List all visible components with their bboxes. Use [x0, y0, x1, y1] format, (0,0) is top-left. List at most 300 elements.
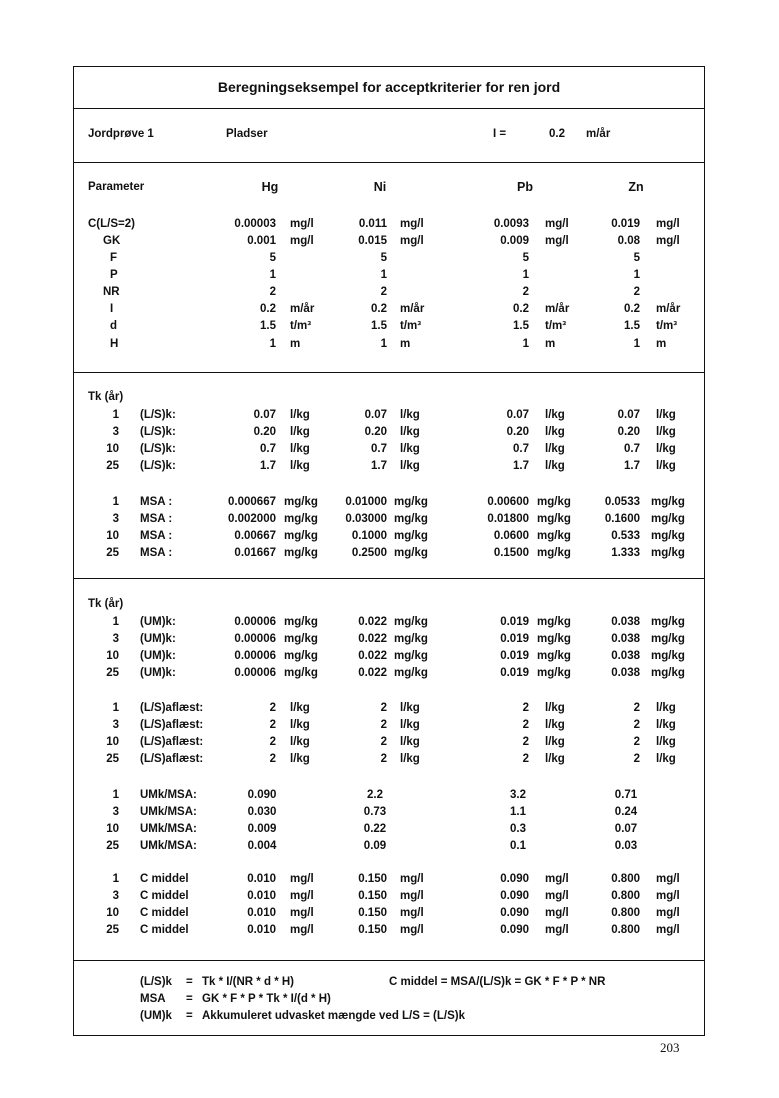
table-cell-value: 0.019	[500, 633, 529, 645]
table-cell-value: 2	[380, 736, 387, 748]
table-cell-value: 0.038	[611, 650, 640, 662]
table-cell-value: 0.1600	[604, 513, 640, 525]
tk-value: 1	[112, 496, 119, 508]
table-cell-value: 0.7	[371, 443, 387, 455]
table-cell-value: 0.00006	[234, 616, 276, 628]
table-cell-unit: l/kg	[290, 702, 310, 714]
table-cell-unit: l/kg	[656, 736, 676, 748]
table-cell-unit: mg/kg	[651, 496, 685, 508]
formula-key: (UM)k	[140, 1010, 172, 1022]
table-cell-value: 2	[633, 719, 640, 731]
table-cell-value: 0.150	[358, 924, 387, 936]
table-cell-unit: mg/kg	[394, 616, 428, 628]
table-cell-value: 0.03000	[345, 513, 387, 525]
table-cell-value: 0.038	[611, 667, 640, 679]
param-unit: mg/l	[545, 235, 569, 247]
table-cell-unit: l/kg	[545, 460, 565, 472]
param-value: 1	[269, 338, 276, 350]
table-cell-value: 0.00006	[234, 633, 276, 645]
table-cell-value: 2	[633, 736, 640, 748]
param-value: 0.2	[260, 303, 276, 315]
table-cell-value: 0.07	[364, 409, 387, 421]
table-cell-unit: mg/kg	[537, 616, 571, 628]
param-value: 1	[522, 338, 529, 350]
parameter-heading: Parameter	[88, 181, 145, 193]
table-cell-unit: mg/l	[290, 890, 314, 902]
site-label: Pladser	[226, 128, 268, 140]
table-cell-value: 0.01800	[487, 513, 529, 525]
param-unit: t/m³	[400, 320, 422, 332]
table-cell-value: 0.019	[500, 650, 529, 662]
table-cell-unit: mg/kg	[537, 650, 571, 662]
table-cell-value: 2	[269, 736, 276, 748]
table-cell-unit: l/kg	[400, 460, 420, 472]
table-cell-unit: l/kg	[545, 409, 565, 421]
table-cell-value: 2	[380, 753, 387, 765]
param-value: 0.015	[358, 235, 387, 247]
formula-c-middel: C middel = MSA/(L/S)k = GK * F * P * NR	[389, 976, 606, 988]
param-value: 1	[633, 338, 640, 350]
table-cell-value: 0.038	[611, 633, 640, 645]
param-value: 1.5	[513, 320, 529, 332]
ratio-value: 0.009	[247, 823, 277, 835]
table-cell-unit: l/kg	[400, 702, 420, 714]
tk-value: 1	[112, 702, 119, 714]
table-cell-unit: mg/kg	[537, 513, 571, 525]
table-cell-unit: mg/l	[400, 890, 424, 902]
table-cell-value: 2	[522, 753, 529, 765]
param-unit: m	[656, 338, 667, 350]
divider	[73, 108, 705, 109]
param-label: d	[110, 320, 118, 332]
row-label: C middel	[140, 890, 189, 902]
param-unit: mg/l	[400, 218, 424, 230]
row-label: UMk/MSA:	[140, 789, 197, 801]
tk-value: 25	[106, 840, 119, 852]
table-cell-value: 0.150	[358, 890, 387, 902]
row-label: (L/S)aflæst:	[140, 736, 204, 748]
table-cell-value: 0.022	[358, 667, 387, 679]
table-cell-unit: l/kg	[290, 719, 310, 731]
ratio-value: 0.1	[510, 840, 526, 852]
table-cell-value: 0.07	[506, 409, 529, 421]
tk-value: 1	[112, 616, 119, 628]
row-label: (L/S)k:	[140, 460, 176, 472]
param-label: P	[110, 269, 118, 281]
table-cell-unit: mg/l	[290, 907, 314, 919]
param-unit: m/år	[656, 303, 681, 315]
table-cell-value: 0.7	[624, 443, 640, 455]
table-cell-value: 0.022	[358, 633, 387, 645]
tk-value: 3	[112, 426, 119, 438]
table-cell-value: 0.150	[358, 907, 387, 919]
page-number: 203	[660, 1040, 680, 1055]
metal-header-pb: Pb	[517, 180, 533, 194]
param-unit: m	[400, 338, 411, 350]
table-cell-unit: mg/kg	[284, 633, 318, 645]
table-cell-value: 2	[380, 702, 387, 714]
table-cell-unit: mg/kg	[651, 650, 685, 662]
table-cell-value: 0.0600	[493, 530, 529, 542]
table-cell-value: 0.800	[611, 907, 640, 919]
table-cell-value: 2	[633, 753, 640, 765]
sample-label: Jordprøve 1	[88, 128, 154, 140]
ratio-value: 0.3	[510, 823, 526, 835]
table-cell-unit: l/kg	[656, 409, 676, 421]
table-cell-unit: mg/l	[290, 924, 314, 936]
formula-key: MSA	[140, 993, 166, 1005]
param-label: F	[110, 252, 118, 264]
tk-value: 10	[106, 530, 119, 542]
table-cell-unit: mg/l	[400, 924, 424, 936]
tk-value: 25	[106, 753, 119, 765]
formula-eq: =	[186, 976, 193, 988]
table-cell-unit: mg/l	[400, 907, 424, 919]
row-label: C middel	[140, 924, 189, 936]
table-cell-unit: l/kg	[290, 426, 310, 438]
table-cell-unit: mg/kg	[537, 547, 571, 559]
table-cell-unit: mg/kg	[394, 650, 428, 662]
ratio-value: 0.004	[247, 840, 277, 852]
param-value: 0.009	[500, 235, 529, 247]
table-cell-value: 1.7	[260, 460, 276, 472]
table-cell-unit: mg/kg	[651, 547, 685, 559]
table-cell-value: 0.010	[247, 924, 276, 936]
param-value: 1.5	[371, 320, 387, 332]
row-label: (L/S)aflæst:	[140, 753, 204, 765]
ratio-value: 0.030	[247, 806, 277, 818]
table-cell-unit: l/kg	[400, 426, 420, 438]
table-cell-unit: l/kg	[400, 409, 420, 421]
tk-value: 3	[112, 513, 119, 525]
formula-key: (L/S)k	[140, 976, 172, 988]
table-cell-value: 0.150	[358, 873, 387, 885]
row-label: UMk/MSA:	[140, 806, 197, 818]
table-cell-value: 2	[522, 702, 529, 714]
table-cell-unit: mg/l	[656, 924, 680, 936]
param-unit: m/år	[400, 303, 425, 315]
ratio-value: 0.03	[614, 840, 638, 852]
table-cell-value: 1.333	[611, 547, 640, 559]
table-cell-unit: l/kg	[545, 753, 565, 765]
param-value: 1	[380, 269, 387, 281]
ratio-value: 0.73	[363, 806, 387, 818]
table-cell-value: 0.800	[611, 890, 640, 902]
table-cell-value: 2	[269, 702, 276, 714]
ratio-value: 2.2	[367, 789, 383, 801]
table-cell-unit: mg/kg	[537, 667, 571, 679]
table-cell-unit: mg/kg	[651, 633, 685, 645]
row-label: MSA :	[140, 530, 173, 542]
ratio-value: 0.24	[614, 806, 638, 818]
param-unit: m/år	[290, 303, 315, 315]
tk-value: 10	[106, 736, 119, 748]
tk-value: 3	[112, 806, 119, 818]
table-cell-unit: mg/l	[656, 907, 680, 919]
param-unit: mg/l	[400, 235, 424, 247]
tk-heading: Tk (år)	[88, 391, 124, 403]
table-cell-value: 0.800	[611, 924, 640, 936]
tk-value: 1	[112, 873, 119, 885]
table-cell-unit: mg/kg	[537, 530, 571, 542]
param-unit: m	[545, 338, 556, 350]
table-cell-value: 1.7	[371, 460, 387, 472]
table-cell-unit: mg/l	[400, 873, 424, 885]
table-cell-unit: mg/kg	[537, 496, 571, 508]
row-label: C middel	[140, 907, 189, 919]
tk-value: 10	[106, 443, 119, 455]
row-label: (L/S)k:	[140, 409, 176, 421]
ratio-value: 0.71	[614, 789, 638, 801]
param-unit: mg/l	[545, 218, 569, 230]
table-cell-unit: l/kg	[290, 753, 310, 765]
table-cell-value: 0.2500	[351, 547, 387, 559]
divider	[73, 960, 705, 961]
divider	[73, 372, 705, 373]
param-label: C(L/S=2)	[88, 218, 135, 230]
param-unit: t/m³	[290, 320, 312, 332]
table-cell-unit: l/kg	[290, 736, 310, 748]
table-cell-unit: mg/l	[656, 890, 680, 902]
param-value: 0.2	[513, 303, 529, 315]
table-cell-unit: mg/kg	[284, 530, 318, 542]
ratio-value: 1.1	[510, 806, 526, 818]
table-cell-value: 0.010	[247, 907, 276, 919]
table-cell-value: 2	[633, 702, 640, 714]
table-cell-unit: l/kg	[545, 443, 565, 455]
table-cell-unit: mg/kg	[651, 513, 685, 525]
param-value: 0.2	[624, 303, 640, 315]
table-cell-value: 0.002000	[228, 513, 276, 525]
table-cell-value: 0.20	[364, 426, 387, 438]
param-value: 0.011	[358, 218, 387, 230]
param-unit: t/m³	[545, 320, 567, 332]
row-label: UMk/MSA:	[140, 840, 197, 852]
tk-value: 3	[112, 890, 119, 902]
table-cell-value: 0.00006	[234, 650, 276, 662]
table-cell-value: 0.038	[611, 616, 640, 628]
table-cell-unit: mg/kg	[284, 513, 318, 525]
table-cell-unit: mg/kg	[284, 667, 318, 679]
table-cell-unit: mg/kg	[394, 496, 428, 508]
table-cell-value: 0.019	[500, 667, 529, 679]
table-cell-unit: l/kg	[290, 409, 310, 421]
table-cell-value: 1.7	[624, 460, 640, 472]
table-cell-value: 0.00600	[487, 496, 529, 508]
divider	[73, 578, 705, 579]
table-cell-value: 0.7	[513, 443, 529, 455]
param-value: 0.001	[247, 235, 276, 247]
formula-eq: =	[186, 1010, 193, 1022]
table-cell-value: 0.1000	[351, 530, 387, 542]
table-cell-value: 0.00006	[234, 667, 276, 679]
param-value: 0.08	[617, 235, 640, 247]
table-cell-unit: l/kg	[656, 460, 676, 472]
table-cell-unit: l/kg	[656, 702, 676, 714]
table-cell-value: 0.07	[617, 409, 640, 421]
metal-header-zn: Zn	[628, 180, 644, 194]
table-cell-value: 0.000667	[228, 496, 276, 508]
param-value: 2	[380, 286, 387, 298]
table-cell-unit: l/kg	[545, 736, 565, 748]
param-unit: m/år	[545, 303, 570, 315]
param-value: 2	[269, 286, 276, 298]
param-unit: mg/l	[290, 218, 314, 230]
row-label: (L/S)aflæst:	[140, 719, 204, 731]
table-cell-value: 0.010	[247, 873, 276, 885]
param-value: 0.2	[371, 303, 387, 315]
table-cell-value: 0.01667	[234, 547, 276, 559]
table-cell-value: 0.010	[247, 890, 276, 902]
i-unit: m/år	[586, 128, 611, 140]
table-cell-unit: mg/l	[545, 907, 569, 919]
param-unit: m	[290, 338, 301, 350]
tk-value: 25	[106, 924, 119, 936]
row-label: (L/S)k:	[140, 443, 176, 455]
table-cell-value: 2	[380, 719, 387, 731]
table-cell-unit: l/kg	[290, 460, 310, 472]
ratio-value: 3.2	[510, 789, 526, 801]
table-cell-unit: l/kg	[290, 443, 310, 455]
table-cell-value: 2	[522, 736, 529, 748]
table-cell-unit: l/kg	[656, 443, 676, 455]
row-label: (UM)k:	[140, 650, 176, 662]
table-cell-unit: l/kg	[400, 736, 420, 748]
table-cell-value: 0.533	[611, 530, 640, 542]
table-cell-value: 2	[522, 719, 529, 731]
table-cell-unit: mg/l	[545, 873, 569, 885]
tk-value: 25	[106, 667, 119, 679]
table-cell-unit: mg/kg	[284, 616, 318, 628]
table-cell-unit: mg/kg	[394, 667, 428, 679]
metal-header-hg: Hg	[261, 180, 279, 194]
param-value: 0.00003	[234, 218, 276, 230]
param-label: GK	[103, 235, 121, 247]
row-label: MSA :	[140, 513, 173, 525]
tk-heading: Tk (år)	[88, 598, 124, 610]
table-cell-value: 2	[269, 753, 276, 765]
table-cell-unit: mg/kg	[394, 633, 428, 645]
tk-value: 3	[112, 633, 119, 645]
param-unit: t/m³	[656, 320, 678, 332]
param-value: 1.5	[624, 320, 640, 332]
tk-value: 1	[112, 409, 119, 421]
param-value: 0.0093	[493, 218, 529, 230]
table-cell-unit: mg/kg	[394, 530, 428, 542]
divider	[73, 162, 705, 163]
table-cell-unit: mg/kg	[394, 547, 428, 559]
row-label: (UM)k:	[140, 616, 176, 628]
tk-value: 10	[106, 907, 119, 919]
param-value: 2	[633, 286, 640, 298]
table-cell-unit: l/kg	[656, 753, 676, 765]
param-label: NR	[103, 286, 120, 298]
table-cell-value: 0.01000	[345, 496, 387, 508]
table-cell-value: 0.019	[500, 616, 529, 628]
table-cell-unit: mg/kg	[651, 530, 685, 542]
table-cell-value: 0.20	[617, 426, 640, 438]
ratio-value: 0.22	[363, 823, 387, 835]
param-value: 1.5	[260, 320, 276, 332]
param-value: 5	[269, 252, 276, 264]
row-label: UMk/MSA:	[140, 823, 197, 835]
table-cell-value: 0.7	[260, 443, 276, 455]
table-cell-unit: mg/kg	[284, 650, 318, 662]
table-cell-unit: mg/l	[656, 873, 680, 885]
param-unit: mg/l	[656, 235, 680, 247]
param-label: I	[110, 303, 114, 315]
table-cell-unit: mg/l	[290, 873, 314, 885]
table-cell-value: 0.1500	[493, 547, 529, 559]
table-cell-unit: mg/kg	[651, 616, 685, 628]
table-cell-value: 0.800	[611, 873, 640, 885]
row-label: (UM)k:	[140, 633, 176, 645]
param-value: 1	[522, 269, 529, 281]
ratio-value: 0.09	[363, 840, 387, 852]
table-cell-value: 0.090	[500, 924, 529, 936]
formula-def: GK * F * P * Tk * I/(d * H)	[202, 993, 331, 1005]
row-label: (L/S)aflæst:	[140, 702, 204, 714]
tk-value: 25	[106, 460, 119, 472]
row-label: C middel	[140, 873, 189, 885]
tk-value: 25	[106, 547, 119, 559]
table-cell-unit: mg/kg	[284, 547, 318, 559]
table-cell-unit: mg/l	[545, 924, 569, 936]
table-cell-unit: mg/kg	[284, 496, 318, 508]
tk-value: 10	[106, 823, 119, 835]
param-unit: mg/l	[656, 218, 680, 230]
table-cell-value: 1.7	[513, 460, 529, 472]
table-cell-value: 0.07	[253, 409, 276, 421]
table-cell-value: 0.090	[500, 873, 529, 885]
table-cell-unit: l/kg	[545, 702, 565, 714]
table-cell-unit: l/kg	[656, 719, 676, 731]
param-value: 1	[269, 269, 276, 281]
tk-value: 3	[112, 719, 119, 731]
table-cell-unit: mg/l	[545, 890, 569, 902]
table-cell-unit: l/kg	[400, 753, 420, 765]
row-label: (L/S)k:	[140, 426, 176, 438]
param-unit: mg/l	[290, 235, 314, 247]
table-cell-unit: l/kg	[545, 426, 565, 438]
row-label: (UM)k:	[140, 667, 176, 679]
i-value: 0.2	[549, 128, 565, 140]
table-cell-unit: mg/kg	[537, 633, 571, 645]
table-cell-value: 0.0533	[604, 496, 640, 508]
formula-eq: =	[186, 993, 193, 1005]
table-cell-unit: l/kg	[656, 426, 676, 438]
param-value: 5	[380, 252, 387, 264]
param-value: 5	[633, 252, 640, 264]
table-cell-value: 0.20	[506, 426, 529, 438]
table-cell-value: 0.00667	[234, 530, 276, 542]
table-cell-value: 0.20	[253, 426, 276, 438]
formula-def: Akkumuleret udvasket mængde ved L/S = (L/S)k	[202, 1010, 465, 1022]
ratio-value: 0.090	[247, 789, 277, 801]
param-label: H	[110, 338, 119, 350]
table-cell-value: 0.090	[500, 907, 529, 919]
tk-value: 1	[112, 789, 119, 801]
table-cell-value: 0.022	[358, 616, 387, 628]
table-cell-unit: mg/kg	[651, 667, 685, 679]
table-cell-value: 0.090	[500, 890, 529, 902]
tk-value: 10	[106, 650, 119, 662]
param-value: 5	[522, 252, 529, 264]
table-cell-unit: l/kg	[400, 443, 420, 455]
param-value: 2	[522, 286, 529, 298]
ratio-value: 0.07	[614, 823, 638, 835]
table-cell-unit: l/kg	[400, 719, 420, 731]
